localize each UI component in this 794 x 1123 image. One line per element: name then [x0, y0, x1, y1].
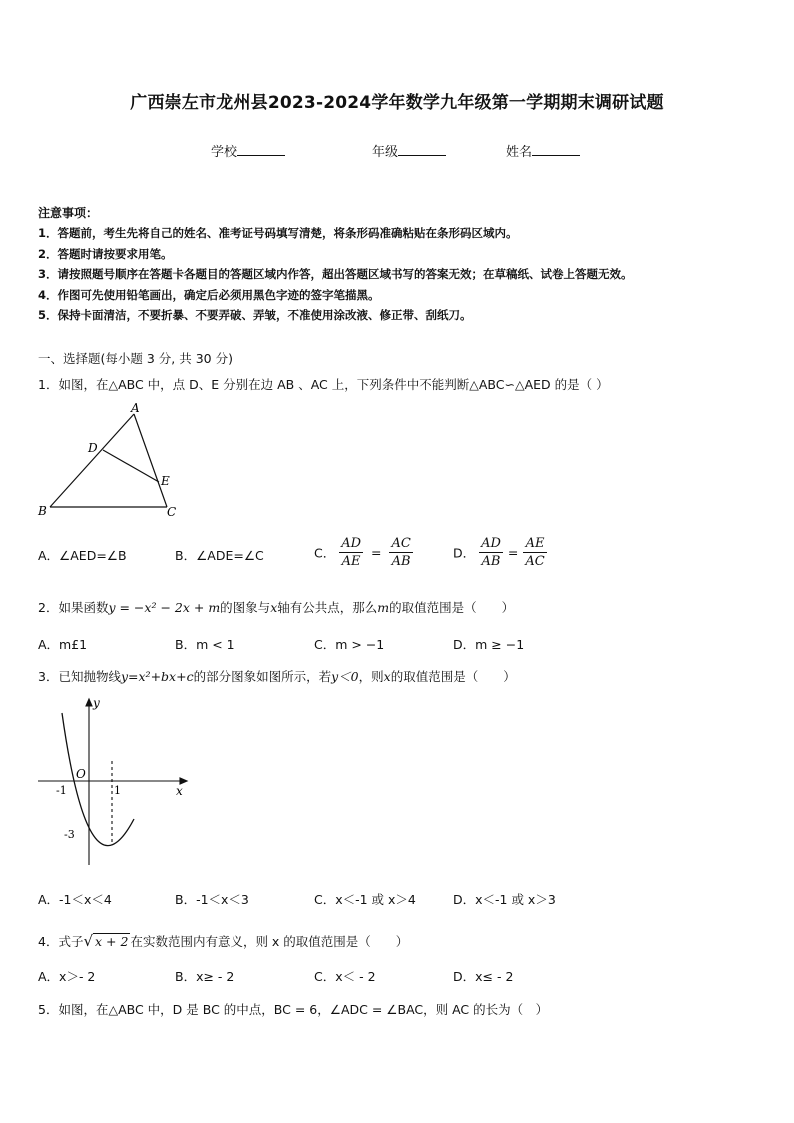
q1-stem: 1．如图，在△ABC 中，点 D、E 分别在边 AB 、AC 上，下列条件中不能判断△ABC∽△AED 的是（ ） [38, 377, 609, 392]
y-axis-arrow-icon [86, 699, 92, 706]
q2-stem-a: 2．如果函数 [38, 600, 109, 615]
q1-option-d-prefix: D． [453, 545, 476, 561]
equals-sign: = [507, 545, 519, 560]
q2-option-a[interactable]: A．m£1 [38, 637, 88, 652]
parabola-curve [62, 713, 134, 846]
q1-triangle-figure [34, 400, 184, 522]
label-b: B [38, 504, 47, 518]
q2-stem-d: 的取值范围是（ ） [389, 600, 515, 615]
q3-option-c[interactable]: C．x＜-1 或 x＞4 [314, 892, 416, 907]
note-item: 1．答题前，考生先将自己的姓名、准考证号码填写清楚，将条形码准确粘贴在条形码区域内。 [38, 226, 518, 240]
q4-stem-a: 4．式子 [38, 934, 84, 949]
grade-blank[interactable] [398, 142, 446, 156]
q3-condition: y＜0 [331, 669, 359, 684]
numerator: AC [391, 536, 411, 551]
numerator: AE [523, 535, 546, 553]
school-label: 学校 [211, 145, 238, 160]
name-blank[interactable] [532, 142, 580, 156]
page-title: 广西崇左市龙州县2023-2024学年数学九年级第一学期期末调研试题 [130, 93, 664, 113]
q4-stem [38, 932, 408, 950]
denominator: AE [341, 554, 361, 569]
q3-var-x: x [383, 669, 391, 684]
q3-stem-d: 的取值范围是（ ） [390, 669, 516, 684]
grade-field[interactable] [372, 141, 446, 160]
name-label: 姓名 [506, 145, 533, 160]
radicand: x + 2 [95, 934, 129, 949]
equals-sign: = [371, 545, 382, 560]
grade-label: 年级 [372, 145, 399, 160]
label-c: C [167, 505, 177, 519]
q4-option-d[interactable]: D．x≤ - 2 [453, 969, 514, 984]
q3-function: y=x²+bx+c [120, 669, 194, 684]
q3-option-b[interactable]: B．-1＜x＜3 [175, 892, 249, 907]
name-field[interactable] [506, 141, 580, 160]
q4-option-c[interactable]: C．x＜ - 2 [314, 969, 376, 984]
q2-option-b[interactable]: B．m < 1 [175, 637, 235, 652]
denominator: AB [391, 554, 411, 569]
notes-title: 注意事项： [38, 206, 99, 220]
origin-label: O [76, 767, 86, 781]
label-a: A [131, 401, 140, 415]
denominator: AC [525, 554, 545, 569]
tick-label: -1 [56, 784, 67, 797]
note-item: 3．请按照题号顺序在答题卡各题目的答题区域内作答，超出答题区域书写的答案无效；在草稿纸、试卷上答题无效。 [38, 267, 633, 281]
note-item: 2．答题时请按要求用笔。 [38, 247, 173, 261]
q3-stem [38, 667, 516, 685]
fraction [523, 535, 546, 570]
q3-stem-a: 3．已知抛物线 [38, 669, 121, 684]
label-d: D [88, 441, 98, 455]
q3-option-a[interactable]: A．-1＜x＜4 [38, 892, 112, 907]
segment-de [103, 450, 159, 482]
side-ac [134, 414, 167, 507]
numerator: AD [341, 536, 362, 551]
q4-option-b[interactable]: B．x≥ - 2 [175, 969, 235, 984]
y-axis-label: y [93, 696, 100, 710]
q2-option-c[interactable]: C．m > −1 [314, 637, 385, 652]
school-field[interactable] [211, 141, 285, 160]
q3-option-d[interactable]: D．x＜-1 或 x＞3 [453, 892, 556, 907]
q2-var-x: x [270, 600, 278, 615]
q1-option-d[interactable] [453, 535, 547, 570]
sqrt-icon: √ [83, 932, 94, 950]
fraction [389, 535, 412, 570]
sqrt-expression [83, 934, 130, 949]
x-axis-label: x [176, 784, 183, 798]
note-item: 5．保持卡面清洁，不要折暴、不要弄破、弄皱，不准使用涂改液、修正带、刮纸刀。 [38, 308, 472, 322]
q3-stem-c: ，则 [358, 669, 384, 684]
note-item: 4．作图可先使用铅笔画出，确定后必须用黑色字迹的签字笔描黑。 [38, 288, 380, 302]
tick-label: -3 [64, 828, 75, 841]
label-e: E [161, 474, 170, 488]
tick-label: 1 [114, 784, 121, 797]
q2-stem [38, 598, 514, 616]
q2-var-m: m [377, 600, 390, 615]
q1-option-b[interactable]: B．∠ADE=∠C [175, 548, 264, 563]
denominator: AB [481, 554, 501, 569]
school-blank[interactable] [237, 142, 285, 156]
q5-stem: 5．如图，在△ABC 中，D 是 BC 的中点，BC = 6，∠ADC = ∠BAC，则 AC 的长为（ ） [38, 1002, 549, 1017]
numerator: AD [481, 536, 501, 551]
q2-function: y = −x² − 2x + m [108, 600, 221, 615]
fraction [479, 535, 503, 570]
q1-option-c-prefix: C． [314, 545, 336, 561]
fraction [339, 535, 363, 570]
q3-stem-b: 的部分图象如图所示，若 [193, 669, 332, 684]
q2-stem-c: 轴有公共点，那么 [277, 600, 378, 615]
q2-stem-b: 的图象与 [220, 600, 271, 615]
q1-option-c[interactable] [314, 535, 413, 570]
q4-stem-b: 在实数范围内有意义，则 x 的取值范围是（ ） [130, 934, 409, 949]
q3-parabola-graph [34, 695, 194, 870]
q1-option-a[interactable]: A．∠AED=∠B [38, 548, 127, 563]
section-title: 一、选择题(每小题 3 分, 共 30 分) [38, 351, 233, 366]
q4-option-a[interactable]: A．x＞- 2 [38, 969, 96, 984]
q2-option-d[interactable]: D．m ≥ −1 [453, 637, 525, 652]
